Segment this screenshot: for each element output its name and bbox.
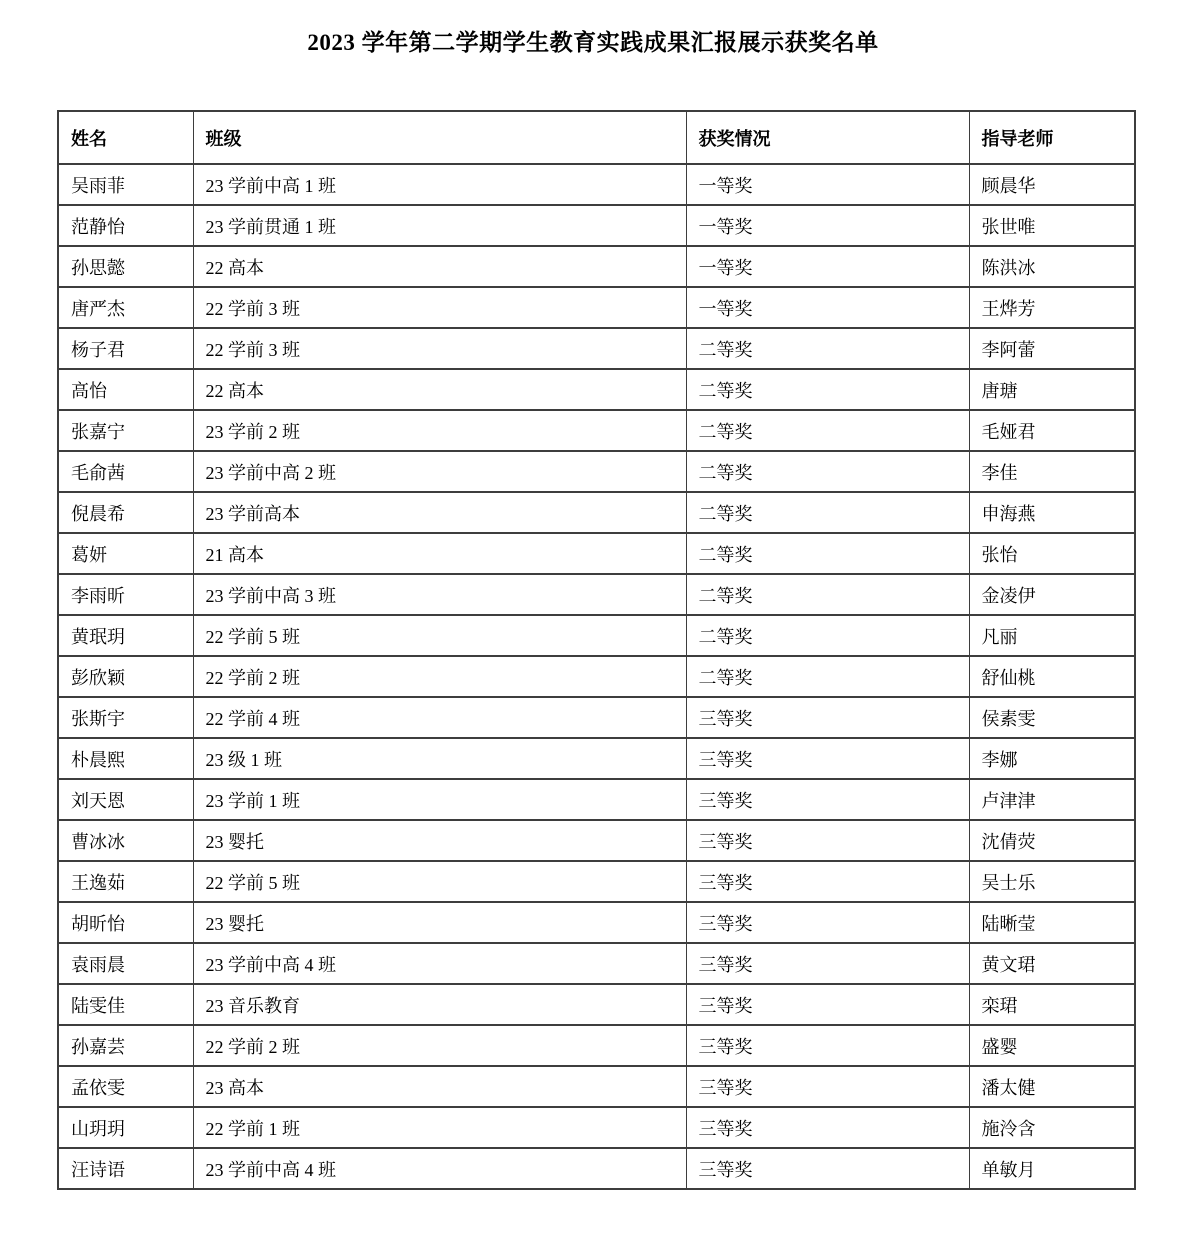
- cell-name: 王逸茹: [58, 861, 193, 902]
- cell-class: 22 学前 2 班: [193, 656, 686, 697]
- table-row: [58, 328, 1135, 369]
- cell-class: 23 学前中高 1 班: [193, 164, 686, 205]
- cell-class: 23 学前中高 2 班: [193, 451, 686, 492]
- cell-teacher: 毛娅君: [969, 410, 1135, 451]
- cell-class: 23 学前高本: [193, 492, 686, 533]
- cell-name: 毛俞茜: [58, 451, 193, 492]
- cell-class: 23 学前 2 班: [193, 410, 686, 451]
- cell-class: 22 高本: [193, 369, 686, 410]
- cell-class: 23 学前中高 4 班: [193, 943, 686, 984]
- table-row: [58, 369, 1135, 410]
- cell-name: 李雨昕: [58, 574, 193, 615]
- cell-award: 三等奖: [686, 943, 969, 984]
- cell-teacher: 李娜: [969, 738, 1135, 779]
- cell-teacher: 张怡: [969, 533, 1135, 574]
- cell-name: 孙思懿: [58, 246, 193, 287]
- cell-teacher: 侯素雯: [969, 697, 1135, 738]
- cell-teacher: 申海燕: [969, 492, 1135, 533]
- column-header-class: 班级: [193, 111, 686, 164]
- cell-teacher: 卢津津: [969, 779, 1135, 820]
- cell-award: 一等奖: [686, 164, 969, 205]
- cell-teacher: 唐瑭: [969, 369, 1135, 410]
- table-row: [58, 902, 1135, 943]
- cell-award: 二等奖: [686, 492, 969, 533]
- cell-teacher: 陆晰莹: [969, 902, 1135, 943]
- cell-class: 23 婴托: [193, 902, 686, 943]
- table-row: [58, 779, 1135, 820]
- cell-name: 曹冰冰: [58, 820, 193, 861]
- cell-name: 汪诗语: [58, 1148, 193, 1189]
- cell-name: 杨子君: [58, 328, 193, 369]
- table-row: [58, 820, 1135, 861]
- cell-name: 孟依雯: [58, 1066, 193, 1107]
- cell-award: 三等奖: [686, 697, 969, 738]
- cell-award: 三等奖: [686, 1066, 969, 1107]
- cell-teacher: 沈倩荧: [969, 820, 1135, 861]
- cell-award: 二等奖: [686, 451, 969, 492]
- cell-award: 二等奖: [686, 328, 969, 369]
- cell-name: 葛妍: [58, 533, 193, 574]
- table-row: [58, 246, 1135, 287]
- cell-award: 三等奖: [686, 984, 969, 1025]
- cell-name: 山玥玥: [58, 1107, 193, 1148]
- cell-teacher: 王烨芳: [969, 287, 1135, 328]
- cell-award: 三等奖: [686, 902, 969, 943]
- cell-name: 高怡: [58, 369, 193, 410]
- column-header-teacher: 指导老师: [969, 111, 1135, 164]
- cell-class: 21 高本: [193, 533, 686, 574]
- cell-award: 一等奖: [686, 205, 969, 246]
- table-row: [58, 697, 1135, 738]
- table-row: [58, 574, 1135, 615]
- table-row: [58, 984, 1135, 1025]
- cell-class: 23 音乐教育: [193, 984, 686, 1025]
- table-row: [58, 164, 1135, 205]
- cell-class: 22 学前 5 班: [193, 615, 686, 656]
- cell-name: 倪晨希: [58, 492, 193, 533]
- cell-teacher: 李佳: [969, 451, 1135, 492]
- cell-teacher: 施泠含: [969, 1107, 1135, 1148]
- cell-name: 袁雨晨: [58, 943, 193, 984]
- cell-teacher: 吴士乐: [969, 861, 1135, 902]
- cell-award: 三等奖: [686, 1148, 969, 1189]
- cell-award: 三等奖: [686, 738, 969, 779]
- cell-class: 22 学前 3 班: [193, 328, 686, 369]
- cell-teacher: 陈洪冰: [969, 246, 1135, 287]
- cell-award: 一等奖: [686, 246, 969, 287]
- cell-teacher: 张世唯: [969, 205, 1135, 246]
- cell-class: 22 学前 1 班: [193, 1107, 686, 1148]
- cell-teacher: 凡丽: [969, 615, 1135, 656]
- cell-name: 胡昕怡: [58, 902, 193, 943]
- cell-award: 二等奖: [686, 369, 969, 410]
- table-row: [58, 943, 1135, 984]
- cell-class: 23 学前贯通 1 班: [193, 205, 686, 246]
- table-row: [58, 738, 1135, 779]
- cell-name: 刘天恩: [58, 779, 193, 820]
- page-title: 2023 学年第二学期学生教育实践成果汇报展示获奖名单: [307, 30, 879, 55]
- table-row: [58, 492, 1135, 533]
- cell-award: 二等奖: [686, 615, 969, 656]
- table-row: [58, 1107, 1135, 1148]
- cell-class: 22 高本: [193, 246, 686, 287]
- cell-award: 二等奖: [686, 656, 969, 697]
- cell-class: 22 学前 2 班: [193, 1025, 686, 1066]
- cell-award: 二等奖: [686, 574, 969, 615]
- award-table-container: [57, 110, 1134, 1190]
- cell-name: 张斯宇: [58, 697, 193, 738]
- cell-award: 三等奖: [686, 1107, 969, 1148]
- cell-class: 23 婴托: [193, 820, 686, 861]
- table-row: [58, 1066, 1135, 1107]
- table-row: [58, 451, 1135, 492]
- cell-name: 朴晨熙: [58, 738, 193, 779]
- cell-award: 三等奖: [686, 1025, 969, 1066]
- cell-name: 吴雨菲: [58, 164, 193, 205]
- cell-award: 二等奖: [686, 533, 969, 574]
- cell-teacher: 盛婴: [969, 1025, 1135, 1066]
- cell-class: 22 学前 3 班: [193, 287, 686, 328]
- table-row: [58, 287, 1135, 328]
- cell-name: 陆雯佳: [58, 984, 193, 1025]
- cell-class: 23 学前 1 班: [193, 779, 686, 820]
- cell-name: 彭欣颖: [58, 656, 193, 697]
- cell-teacher: 黄文珺: [969, 943, 1135, 984]
- cell-class: 23 学前中高 4 班: [193, 1148, 686, 1189]
- cell-award: 三等奖: [686, 779, 969, 820]
- award-table: [57, 110, 1136, 1190]
- table-row: [58, 1148, 1135, 1189]
- cell-name: 孙嘉芸: [58, 1025, 193, 1066]
- cell-award: 三等奖: [686, 861, 969, 902]
- cell-name: 唐严杰: [58, 287, 193, 328]
- cell-teacher: 单敏月: [969, 1148, 1135, 1189]
- table-row: [58, 533, 1135, 574]
- cell-class: 23 高本: [193, 1066, 686, 1107]
- table-row: [58, 1025, 1135, 1066]
- cell-class: 23 级 1 班: [193, 738, 686, 779]
- column-header-award: 获奖情况: [686, 111, 969, 164]
- cell-teacher: 栾珺: [969, 984, 1135, 1025]
- cell-award: 一等奖: [686, 287, 969, 328]
- cell-class: 22 学前 4 班: [193, 697, 686, 738]
- cell-teacher: 金凌伊: [969, 574, 1135, 615]
- table-row: [58, 615, 1135, 656]
- cell-name: 张嘉宁: [58, 410, 193, 451]
- table-row: [58, 410, 1135, 451]
- cell-name: 黄珉玥: [58, 615, 193, 656]
- table-row: [58, 656, 1135, 697]
- table-row: [58, 861, 1135, 902]
- cell-class: 22 学前 5 班: [193, 861, 686, 902]
- table-header-row: [58, 111, 1135, 164]
- table-body: [58, 164, 1135, 1189]
- cell-name: 范静怡: [58, 205, 193, 246]
- cell-award: 三等奖: [686, 820, 969, 861]
- cell-teacher: 舒仙桃: [969, 656, 1135, 697]
- cell-class: 23 学前中高 3 班: [193, 574, 686, 615]
- cell-teacher: 李阿蕾: [969, 328, 1135, 369]
- cell-teacher: 潘太健: [969, 1066, 1135, 1107]
- column-header-name: 姓名: [58, 111, 193, 164]
- table-row: [58, 205, 1135, 246]
- cell-teacher: 顾晨华: [969, 164, 1135, 205]
- cell-award: 二等奖: [686, 410, 969, 451]
